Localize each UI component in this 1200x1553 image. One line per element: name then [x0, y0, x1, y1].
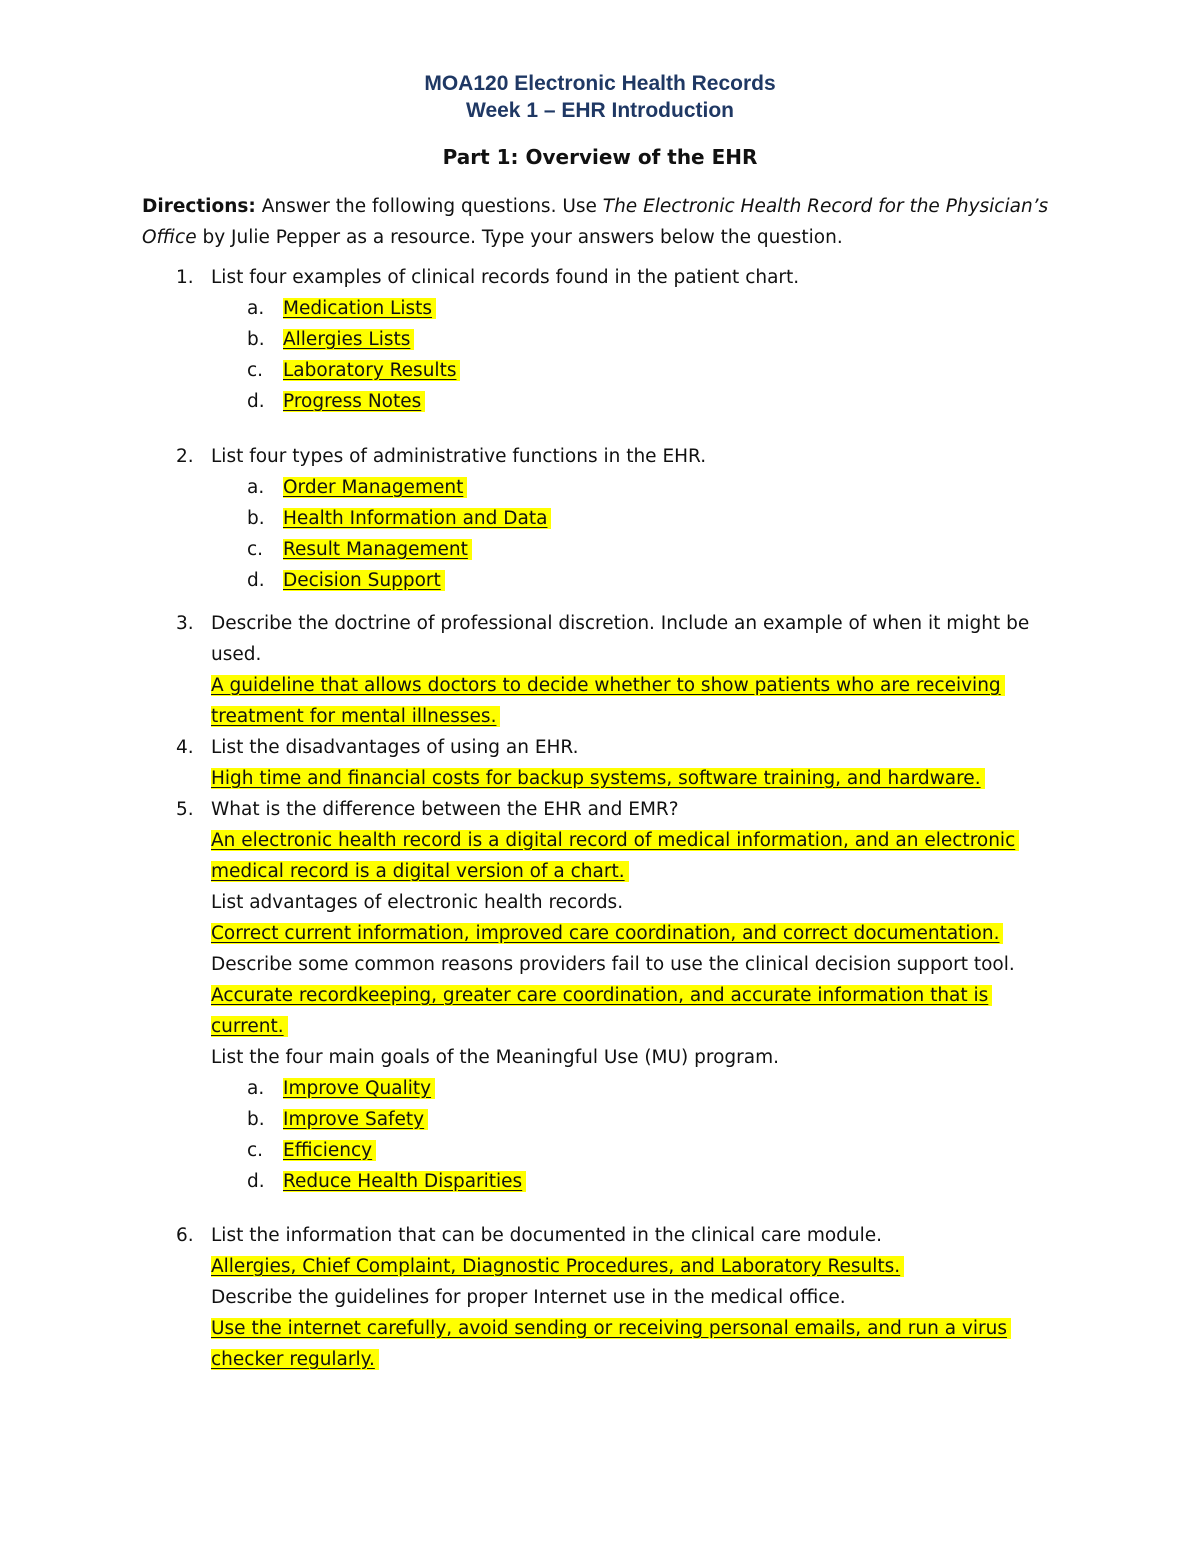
answer-item — [283, 472, 467, 503]
answer-label: c. — [247, 539, 264, 560]
answer-text: medical record is a digital version of a chart. — [211, 861, 629, 882]
answer-item — [283, 293, 436, 324]
question-number-1: 1. — [176, 267, 194, 288]
course-title: MOA120 Electronic Health Records — [424, 72, 776, 95]
answer-label: c. — [247, 1140, 264, 1161]
answer-text: Order Management — [283, 477, 467, 498]
answer-line — [211, 825, 1019, 856]
answer-text: Decision Support — [283, 570, 445, 591]
answer-label: a. — [247, 477, 265, 498]
answer-text: Health Information and Data — [283, 508, 551, 529]
answer-text: Medication Lists — [283, 298, 436, 319]
answer-text: Accurate recordkeeping, greater care coordination, and accurate information that is — [211, 985, 992, 1006]
question-6: List the information that can be documented in the clinical care module. — [211, 1225, 883, 1246]
question-number-2: 2. — [176, 446, 194, 467]
answer-label: d. — [247, 570, 265, 591]
question-number-6: 6. — [176, 1225, 194, 1246]
question-5d: List the four main goals of the Meaningful Use (MU) program. — [211, 1047, 779, 1068]
answer-label: d. — [247, 391, 265, 412]
answer-item — [283, 565, 445, 596]
answer-text: Correct current information, improved care coordination, and correct documentation. — [211, 923, 1003, 944]
answer-text: High time and financial costs for backup systems, software training, and hardware. — [211, 768, 985, 789]
answer-line — [211, 918, 1003, 949]
question-number-5: 5. — [176, 799, 194, 820]
directions-text-2: by Julie Pepper as a resource. Type your answers below the question. — [196, 227, 843, 248]
answer-item — [283, 386, 425, 417]
answer-item — [283, 534, 472, 565]
answer-line — [211, 763, 985, 794]
answer-text: treatment for mental illnesses. — [211, 706, 500, 727]
answer-item — [283, 1166, 526, 1197]
directions-text-1: Answer the following questions. Use — [255, 196, 603, 217]
answer-text: checker regularly. — [211, 1349, 379, 1370]
week-title: Week 1 – EHR Introduction — [466, 99, 734, 122]
answer-item — [283, 355, 460, 386]
answer-text: Improve Safety — [283, 1109, 428, 1130]
answer-label: b. — [247, 1109, 265, 1130]
answer-label: a. — [247, 1078, 265, 1099]
answer-label: c. — [247, 360, 264, 381]
answer-text: Improve Quality — [283, 1078, 435, 1099]
answer-label: a. — [247, 298, 265, 319]
answer-item — [283, 324, 414, 355]
question-2: List four types of administrative functions in the EHR. — [211, 446, 707, 467]
answer-line — [211, 1344, 379, 1375]
question-5b: List advantages of electronic health records. — [211, 892, 624, 913]
question-4: List the disadvantages of using an EHR. — [211, 737, 579, 758]
answer-line — [211, 1313, 1011, 1344]
answer-label: b. — [247, 329, 265, 350]
answer-text: Result Management — [283, 539, 472, 560]
answer-text: current. — [211, 1016, 288, 1037]
answer-item — [283, 1104, 428, 1135]
answer-text: Reduce Health Disparities — [283, 1171, 526, 1192]
answer-line — [211, 1251, 904, 1282]
question-5: What is the difference between the EHR and EMR? — [211, 799, 679, 820]
answer-text: A guideline that allows doctors to decide whether to show patients who are receiving — [211, 675, 1005, 696]
question-6b: Describe the guidelines for proper Internet use in the medical office. — [211, 1287, 846, 1308]
answer-line — [211, 1011, 288, 1042]
question-1: List four examples of clinical records found in the patient chart. — [211, 267, 800, 288]
answer-text: Allergies Lists — [283, 329, 414, 350]
answer-text: Use the internet carefully, avoid sending or receiving personal emails, and run a virus — [211, 1318, 1011, 1339]
answer-label: b. — [247, 508, 265, 529]
answer-item — [283, 1073, 435, 1104]
part-title: Part 1: Overview of the EHR — [442, 145, 758, 169]
question-3-line-1: Describe the doctrine of professional discretion. Include an example of when it might be — [211, 613, 1030, 634]
directions-paragraph — [142, 191, 1102, 253]
answer-line — [211, 980, 992, 1011]
answer-item — [283, 1135, 376, 1166]
question-number-4: 4. — [176, 737, 194, 758]
answer-text: An electronic health record is a digital record of medical information, and an electronic — [211, 830, 1019, 851]
question-3-line-2: used. — [211, 644, 262, 665]
answer-text: Progress Notes — [283, 391, 425, 412]
answer-line — [211, 701, 500, 732]
book-title: The Electronic Health Record for the Physician’s Office — [142, 196, 1049, 248]
answer-item — [283, 503, 551, 534]
answer-text: Efficiency — [283, 1140, 376, 1161]
question-number-3: 3. — [176, 613, 194, 634]
answer-line — [211, 670, 1005, 701]
answer-label: d. — [247, 1171, 265, 1192]
directions-label: Directions: — [142, 196, 256, 217]
question-5c: Describe some common reasons providers fail to use the clinical decision support tool. — [211, 954, 1015, 975]
answer-line — [211, 856, 629, 887]
answer-text: Allergies, Chief Complaint, Diagnostic Procedures, and Laboratory Results. — [211, 1256, 904, 1277]
answer-text: Laboratory Results — [283, 360, 460, 381]
